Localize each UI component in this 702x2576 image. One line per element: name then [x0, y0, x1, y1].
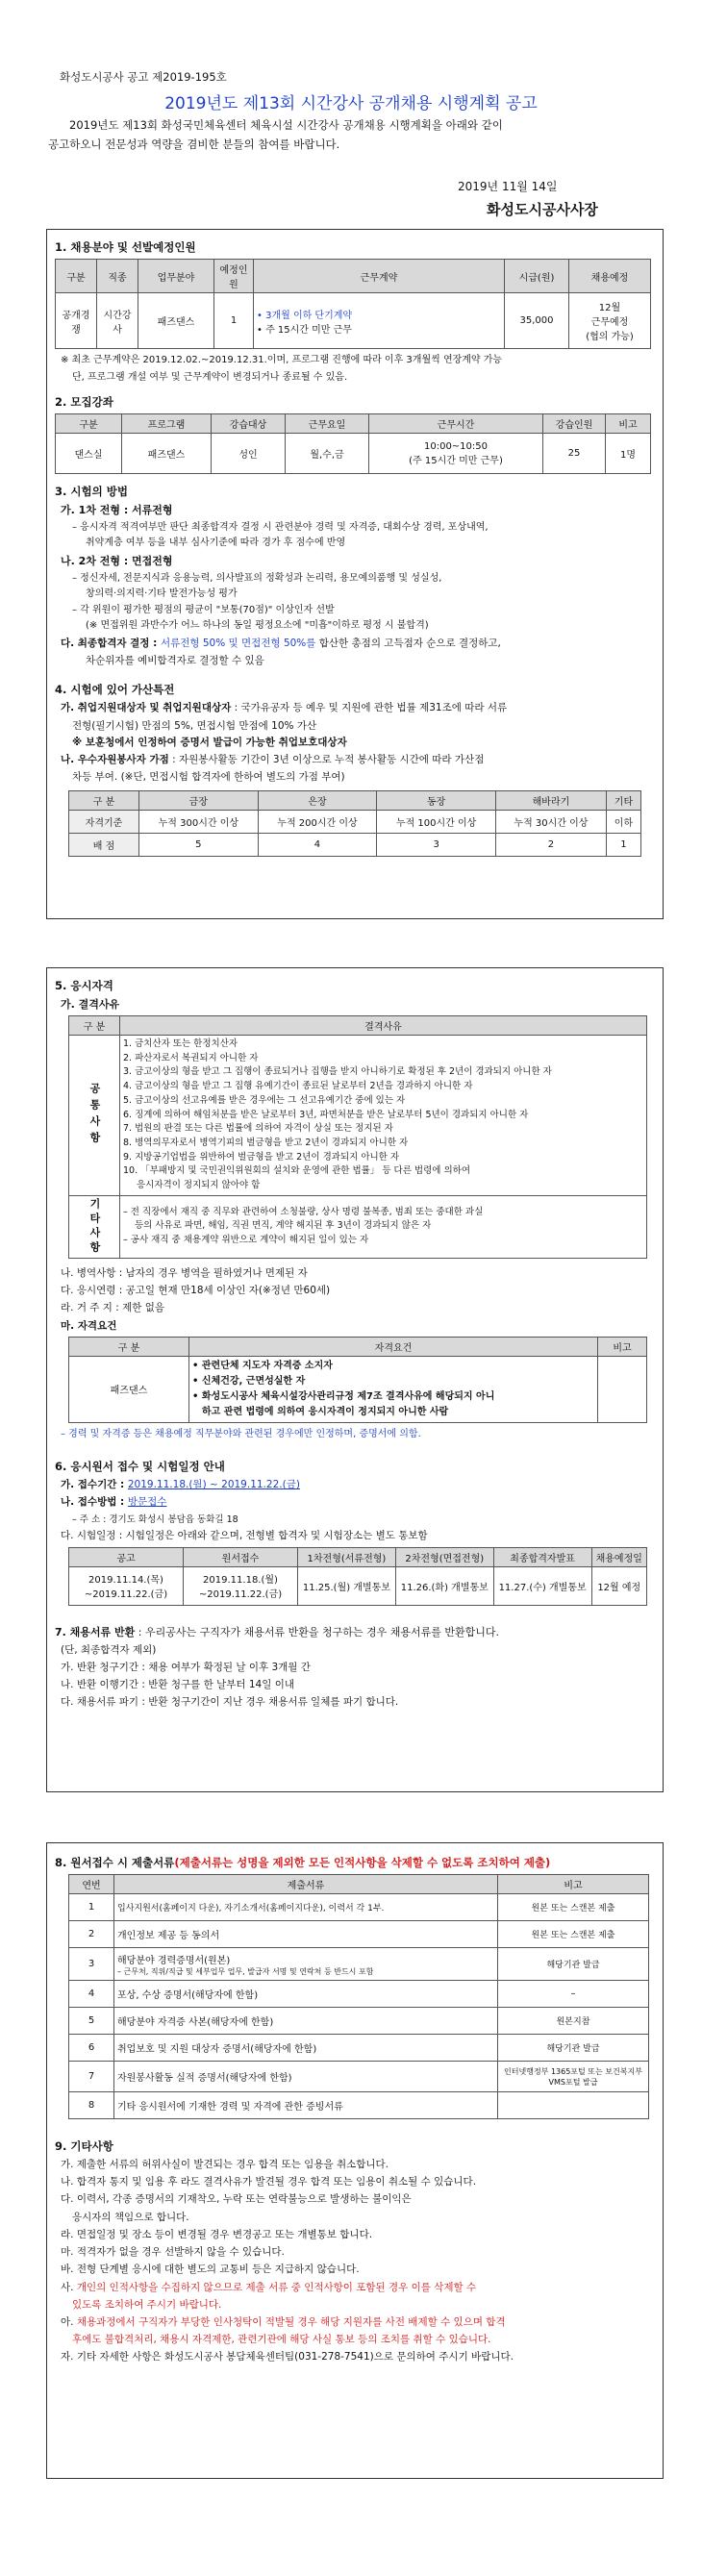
section-1-title: 1. 채용분야 및 선발예정인원	[55, 240, 196, 254]
cell: 2019.11.18.(월) ~2019.11.22.(금)	[184, 1566, 298, 1605]
signer: 화성도시공사사장	[487, 201, 598, 218]
sec4-b-label: 나. 우수자원봉사자 가점	[61, 753, 169, 765]
cell: 공개경쟁	[56, 293, 97, 349]
th: 제출서류	[114, 1875, 498, 1894]
cell: 3	[377, 834, 496, 857]
cell: 원본 또는 스캔본 제출	[498, 1921, 649, 1948]
sec3-a-1-text: – 응시자격 적격여부만 판단 최종합격자 결정 시 관련분야 경력 및 자격증, 대회수상 경력, 포상내역,	[72, 521, 489, 533]
th: 구 분	[69, 1337, 189, 1356]
etc-label	[69, 1195, 120, 1258]
cell: 댄스실	[56, 434, 122, 474]
cell: 7	[69, 2062, 114, 2092]
cell: 자격기준	[69, 811, 139, 834]
sec7-c: 다. 채용서류 파기 : 반환 청구기간이 지난 경우 채용서류 일체를 파기 합니다.	[61, 1696, 399, 1709]
doc-main: 해당분야 경력증명서(원본)	[117, 1955, 231, 1966]
th: 2차전형(면접전형)	[395, 1547, 493, 1566]
sec7-a: 가. 반환 청구기간 : 채용 여부가 확정된 날 이후 3개월 간	[61, 1661, 311, 1673]
th: 근무계약	[254, 260, 505, 293]
th: 시급(원)	[505, 260, 569, 293]
section-2-title: 2. 모집강좌	[55, 395, 113, 409]
th: 기타	[606, 791, 640, 811]
cell: 4	[69, 1981, 114, 2008]
cell: 원본지참	[498, 2008, 649, 2035]
cell: 3	[69, 1948, 114, 1981]
item: 7. 법원의 판결 또는 다른 법률에 의하여 자격이 상실 또는 정지된 자	[123, 1123, 393, 1135]
th: 구 분	[69, 791, 139, 811]
cell: 11.27.(수) 개별통보	[493, 1566, 591, 1605]
notice-title: 2019년도 제13회 시간강사 공개채용 시행계획 공고	[164, 94, 538, 113]
sec6-b-label: 나. 접수방법 :	[61, 1496, 128, 1509]
item: 응시자격이 정지되지 않아야 함	[137, 1180, 261, 1191]
sec9-item: 라. 면접일정 및 장소 등이 변경될 경우 변경공고 또는 개별통보 합니다.	[61, 2228, 373, 2240]
cell: 5	[139, 834, 259, 857]
item: 2. 파산자로서 복권되지 아니한 자	[123, 1052, 259, 1063]
cell: 해당기관 발급	[498, 2035, 649, 2062]
sec9-item: 바. 전형 단계별 응시에 대한 별도의 교통비 등은 지급하지 않습니다.	[61, 2263, 360, 2276]
cell: 5	[69, 2008, 114, 2035]
sec5-e: 마. 자격요건	[61, 1319, 117, 1332]
sec9-ja: 자. 기타 자세한 사항은 화성도시공사 봉담체육센터팀(031-278-7541)으로 문의하여 주시기 바랍니다.	[61, 2351, 514, 2363]
th: 비고	[598, 1337, 647, 1356]
th: 근무요일	[286, 414, 369, 434]
cell: 2	[69, 1921, 114, 1948]
sec9-a-pre: 아.	[61, 2315, 77, 2328]
contract-2: • 주 15시간 미만 근무	[257, 324, 352, 336]
section-box-3	[46, 1842, 664, 2479]
cell: 누적 300시간 이상	[139, 811, 259, 834]
sec3-a-1	[72, 521, 663, 536]
th: 금장	[139, 791, 259, 811]
sec3-b-title: 나. 2차 전형 : 면접전형	[61, 554, 173, 567]
cell: 패즈댄스	[138, 293, 214, 349]
cell: 배 점	[69, 834, 139, 857]
sec4-a-label: 가. 취업지원대상자 및 취업지원대상자	[61, 702, 232, 714]
cell: 누적 100시간 이상	[377, 811, 496, 834]
time-1: 10:00~10:50	[423, 440, 488, 452]
sec3-c	[61, 637, 663, 651]
sec6-a-label: 가. 접수기간 :	[61, 1479, 128, 1491]
th: 자격요건	[189, 1337, 598, 1356]
sec9-sa-red-1: 개인의 인적사항을 수집하지 않으므로 제출 서류 중 인적사항이 포함된 경우 이를 삭제할 수	[76, 2281, 477, 2293]
common-label	[69, 1035, 120, 1195]
th: 1차전형(서류전형)	[298, 1547, 396, 1566]
th: 구분	[56, 414, 122, 434]
sec9-item: 나. 합격자 통지 및 임용 후 라도 결격사유가 발견될 경우 합격 또는 임용이 취소될 수 있습니다.	[61, 2176, 477, 2188]
sec9-a-red-2: 후에도 불합격처리, 채용시 자격제한, 관련기관에 해당 사실 통보 등의 조치를 취할 수 있습니다.	[72, 2334, 491, 2346]
sec6-a-value: 2019.11.18.(월) ~ 2019.11.22.(금)	[127, 1479, 300, 1491]
item: 5. 금고이상의 선고유예를 받은 경우에는 그 선고유예기간 중에 있는 자	[123, 1094, 406, 1106]
th: 업무분야	[138, 260, 214, 293]
cell: 해당기관 발급	[498, 1948, 649, 1981]
section-box-2	[46, 967, 664, 1792]
section-8-title	[55, 1855, 663, 1870]
section-9-title: 9. 기타사항	[55, 2139, 113, 2153]
cell: 6	[69, 2035, 114, 2062]
sec6-a	[61, 1478, 663, 1492]
cell: 기타 응시원서에 기재한 경력 및 자격에 관한 증빙서류	[114, 2092, 498, 2119]
th: 구분	[56, 260, 97, 293]
sec1-note-2: 단, 프로그램 개설 여부 및 근무계약이 변경되거나 종료될 수 있음.	[72, 371, 348, 383]
notice-number: 화성도시공사 공고 제2019-195호	[60, 70, 227, 84]
sec7-title-rest: : 우리공사는 구직자가 채용서류 반환을 청구하는 경우 채용서류를 반환합니다.	[135, 1625, 499, 1638]
sec4-b	[61, 753, 663, 767]
sec9-sa	[61, 2281, 663, 2295]
qual-items	[189, 1356, 598, 1422]
cell	[498, 2092, 649, 2119]
sec8-title-text: 8. 원서접수 시 제출서류	[55, 1856, 175, 1869]
sec3-b-2: 창의력·의지력·기타 발전가능성 평가	[86, 588, 238, 600]
common-items	[120, 1035, 647, 1195]
sec9-item: 가. 제출한 서류의 허위사실이 발견되는 경우 합격 또는 임용을 취소합니다.	[61, 2159, 389, 2170]
cell: 11.25.(월) 개별통보	[298, 1566, 396, 1605]
cell: 시간강사	[97, 293, 138, 349]
sec7-title	[55, 1625, 663, 1640]
th: 예정인원	[214, 260, 254, 293]
intro-line-2: 공고하오니 전문성과 역량을 겸비한 분들의 참여를 바랍니다.	[48, 138, 340, 151]
th: 연번	[69, 1875, 114, 1894]
th: 구 분	[69, 1015, 120, 1035]
section-3-title: 3. 시험의 방법	[55, 485, 128, 498]
schedule-table	[68, 1547, 647, 1606]
sec3-c-2: 차순위자를 예비합격자로 결정할 수 있음	[86, 655, 264, 667]
course-table	[55, 413, 651, 474]
th: 은장	[258, 791, 377, 811]
etc-items	[120, 1195, 647, 1258]
etc-3: – 공사 재직 중 채용계약 위반으로 계약이 해지된 일이 있는 자	[123, 1235, 369, 1246]
th: 최종합격자발표	[493, 1547, 591, 1566]
sec7-b: 나. 반환 이행기간 : 반환 청구를 한 날부터 14일 이내	[61, 1679, 294, 1691]
cell: 2	[495, 834, 606, 857]
sec9-sa-pre: 사.	[61, 2281, 77, 2293]
cell: 성인	[212, 434, 286, 474]
cell: 1	[606, 834, 640, 857]
sec3-a-title: 가. 1차 전형 : 서류전형	[61, 504, 173, 516]
cell: 월,수,금	[286, 434, 369, 474]
sec5-note: – 경력 및 자격증 등은 채용예정 직무분야와 관련된 경우에만 인정하며, 증명서에 의함.	[61, 1428, 421, 1439]
cell: 4	[258, 834, 377, 857]
item: 8. 병역의무자로서 병역기피의 벌금형을 받고 2년이 경과되지 아니한 자	[123, 1137, 409, 1148]
cell: 개인정보 제공 등 동의서	[114, 1921, 498, 1948]
cell: 이하	[606, 811, 640, 834]
item: 3. 금고이상의 형을 받고 그 집행이 종료되거나 집행을 받지 아니하기로 확정된 후 2년이 경과되지 아니한 자	[123, 1066, 552, 1078]
cell: 누적 30시간 이상	[495, 811, 606, 834]
etc-label-text: 기타사항	[88, 1197, 101, 1256]
contract-1: • 3개월 이하 단기계약	[257, 310, 353, 321]
cell: 인터넷행정부 1365포털 또는 보건복지부 VMS포털 발급	[498, 2062, 649, 2092]
sec3-b-4: (※ 면접위원 과반수가 어느 하나의 동일 평정요소에 "미흡"이하로 평정 시 불합격)	[86, 620, 429, 632]
sec4-a-3: ※ 보훈청에서 인정하여 증명서 발급이 가능한 취업보호대상자	[72, 736, 347, 748]
section-4-title: 4. 시험에 있어 가산특전	[55, 683, 175, 697]
sec5-a-title: 가. 결격사유	[61, 998, 120, 1011]
sec7-t2: (단, 최종합격자 제외)	[61, 1643, 157, 1656]
sec6-c: 다. 시험일정 : 시험일정은 아래와 같으며, 전형별 합격자 및 시험장소는 별도 통보함	[61, 1530, 428, 1542]
sec8-title-red: (제출서류는 성명을 제외한 모든 인적사항을 삭제할 수 없도록 조치하여 제출)	[174, 1856, 551, 1869]
sec9-sa-red-2: 있도록 조치하여 주시기 바랍니다.	[72, 2298, 222, 2311]
sec3-c-blue: 서류전형 50% 및 면접전형 50%를	[160, 637, 316, 649]
cell: 8	[69, 2092, 114, 2119]
cell: 해당분야 자격증 사본(해당자에 한함)	[114, 2008, 498, 2035]
doc-sub: – 근무처, 직위/직급 및 세부업무 업무, 발급자 서명 및 연락처 등 반드시 포함	[117, 1966, 374, 1976]
time-2: (주 15시간 미만 근무)	[409, 455, 503, 466]
qualification-table	[68, 1337, 647, 1423]
sec6-b-value: 방문접수	[127, 1496, 167, 1509]
cell: 누적 200시간 이상	[258, 811, 377, 834]
th: 원서접수	[184, 1547, 298, 1566]
th: 비고	[606, 414, 651, 434]
cell: 11.26.(화) 개별통보	[395, 1566, 493, 1605]
etc-2: 등의 사유로 파면, 해임, 직권 면직, 계약 해지된 후 3년이 경과되지 않은 자	[135, 1220, 432, 1232]
item: 4. 금고이상의 형을 받고 그 집행 유예기간이 종료된 날로부터 2년을 경과하지 아니한 자	[123, 1081, 473, 1092]
item: 9. 지방공기업법을 위반하여 벌금형을 받고 2년이 경과되지 아니한 자	[123, 1151, 400, 1163]
intro-line-1: 2019년도 제13회 화성국민체육센터 체육시설 시간강사 공개채용 시행계획을 아래와 같이	[69, 118, 503, 132]
th: 해바라기	[495, 791, 606, 811]
cell: 35,000	[505, 293, 569, 349]
cell: 패즈댄스	[69, 1356, 189, 1422]
th: 근무시간	[369, 414, 543, 434]
cell: 1명	[606, 434, 651, 474]
th: 비고	[498, 1875, 649, 1894]
time-cell	[369, 434, 543, 474]
sec5-b: 나. 병역사항 : 남자의 경우 병역을 필하였거나 면제된 자	[61, 1266, 308, 1279]
cell: 1	[69, 1894, 114, 1921]
section-6-title: 6. 응시원서 접수 및 시험일정 안내	[55, 1460, 225, 1474]
documents-table	[68, 1874, 649, 2119]
sec9-item: 다. 이력서, 각종 증명서의 기재착오, 누락 또는 연락불능으로 발생하는 불이익은	[61, 2193, 412, 2206]
th: 강습인원	[543, 414, 606, 434]
sec4-b-2: 차등 부여. (※단, 면접시험 합격자에 한하여 별도의 가점 부여)	[72, 771, 345, 784]
sec3-a-2: 취약계층 여부 등을 내부 심사기준에 따라 경가 후 점수에 반영	[86, 538, 346, 549]
qual-3: • 화성도시공사 체육시설강사관리규정 제7조 결격사유에 해당되지 아니	[192, 1390, 495, 1402]
sec3-c-rest: 합산한 총점의 고득점자 순으로 결정하고,	[315, 637, 501, 649]
th: 강습대상	[212, 414, 286, 434]
qual-2: • 신체건강, 근면성실한 자	[192, 1375, 306, 1387]
sec1-note-1: ※ 최초 근무계약은 2019.12.02.~2019.12.31.이며, 프로그램 진행에 따라 이후 3개월씩 연장계약 가능	[61, 355, 503, 365]
cell: –	[498, 1981, 649, 2008]
etc-1: – 전 직장에서 재직 중 직무와 관련하여 소청불량, 상사 명령 불복종, 범죄 또는 중대한 과실	[123, 1206, 484, 1217]
th: 동장	[377, 791, 496, 811]
plan-2: 근무예정	[590, 317, 629, 328]
sec9-item: 마. 적격자가 없을 경우 선발하지 않을 수 있습니다.	[61, 2246, 285, 2259]
contract-cell	[254, 293, 505, 349]
sec4-a-2: 전형(필기시험) 만점의 5%, 면접시험 만점에 10% 가산	[72, 719, 317, 732]
cell: 입사지원서(홈페이지 다운), 자기소개서(홈페이지다운), 이력서 각 1부.	[114, 1894, 498, 1921]
sec4-b-rest: : 자원봉사활동 기간이 3년 이상으로 누적 봉사활동 시간에 따라 가산점	[168, 753, 485, 765]
th: 결격사유	[120, 1015, 647, 1035]
plan-cell	[569, 293, 651, 349]
sec9-a	[61, 2315, 663, 2330]
th: 공고	[69, 1547, 184, 1566]
sec5-d: 라. 거 주 지 : 제한 없음	[61, 1302, 165, 1314]
item: 1. 금치산자 또는 한정치산자	[123, 1038, 238, 1049]
section-box-1	[46, 229, 664, 919]
sec3-b-3: – 각 위원이 평가한 평점의 평균이 "보통(70점)" 이상인자 선발	[72, 604, 335, 615]
plan-3: (협의 가능)	[586, 332, 634, 342]
common-label-text: 공통사항	[88, 1082, 101, 1148]
cell: 원본 또는 스캔본 제출	[498, 1894, 649, 1921]
item: 10. 「부패방지 및 국민권익위원회의 설치와 운영에 관한 법률」 등 다른 법령에 의하여	[123, 1165, 470, 1177]
recruit-table	[55, 259, 651, 349]
bonus-table	[68, 790, 641, 857]
sec6-b	[61, 1495, 663, 1510]
cell	[598, 1356, 647, 1422]
cell: 2019.11.14.(목) ~2019.11.22.(금)	[69, 1566, 184, 1605]
sec3-b-1: – 정신자세, 전문지식과 응용능력, 의사발표의 정확성과 논리력, 용모예의품행 및 성실성,	[72, 572, 442, 584]
cell: 패즈댄스	[122, 434, 212, 474]
sec4-a-rest: : 국가유공자 등 예우 및 지원에 관한 법률 제31조에 따라 서류	[231, 702, 508, 714]
qual-1: • 관련단체 지도자 자격증 소지자	[192, 1360, 333, 1371]
sec7-title-label: 7. 채용서류 반환	[55, 1625, 136, 1638]
item: 6. 징계에 의하여 해임처분을 받은 날로부터 3년, 파면처분을 받은 날로부터 5년이 경과되지 아니한 자	[123, 1109, 529, 1120]
cell: 25	[543, 434, 606, 474]
doc-cell	[114, 1948, 498, 1981]
notice-date: 2019년 11월 14일	[458, 180, 558, 193]
sec9-a-red-1: 채용과정에서 구직자가 부당한 인사청탁이 적발될 경우 해당 지원자를 사전 배제할 수 있으며 합격	[76, 2315, 506, 2328]
sec9-item: 응시자의 책임으로 합니다.	[72, 2211, 189, 2223]
cell: 자원봉사활동 실적 증명서(해당자에 한함)	[114, 2062, 498, 2092]
cell: 포상, 수상 증명서(해당자에 한함)	[114, 1981, 498, 2008]
sec6-b-addr: – 주 소 : 경기도 화성시 봉담읍 동화길 18	[72, 1513, 238, 1525]
sec4-a	[61, 701, 663, 715]
th: 프로그램	[122, 414, 212, 434]
section-5-title: 5. 응시자격	[55, 979, 113, 992]
th: 채용예정	[569, 260, 651, 293]
disqualify-table	[68, 1015, 647, 1259]
th: 채용예정일	[591, 1547, 646, 1566]
qual-4: 하고 관련 법령에 의하여 응시자격이 정지되지 아니한 사람	[202, 1406, 449, 1417]
cell: 취업보호 및 지원 대상자 증명서(해당자에 한함)	[114, 2035, 498, 2062]
th: 직종	[97, 260, 138, 293]
sec3-c-label: 다. 최종합격자 결정 :	[61, 637, 161, 649]
sec5-c: 다. 응시연령 : 공고일 현재 만18세 이상인 자(※정년 만60세)	[61, 1285, 331, 1297]
plan-1: 12월	[598, 303, 621, 313]
cell: 12월 예정	[591, 1566, 646, 1605]
cell: 1	[214, 293, 254, 349]
